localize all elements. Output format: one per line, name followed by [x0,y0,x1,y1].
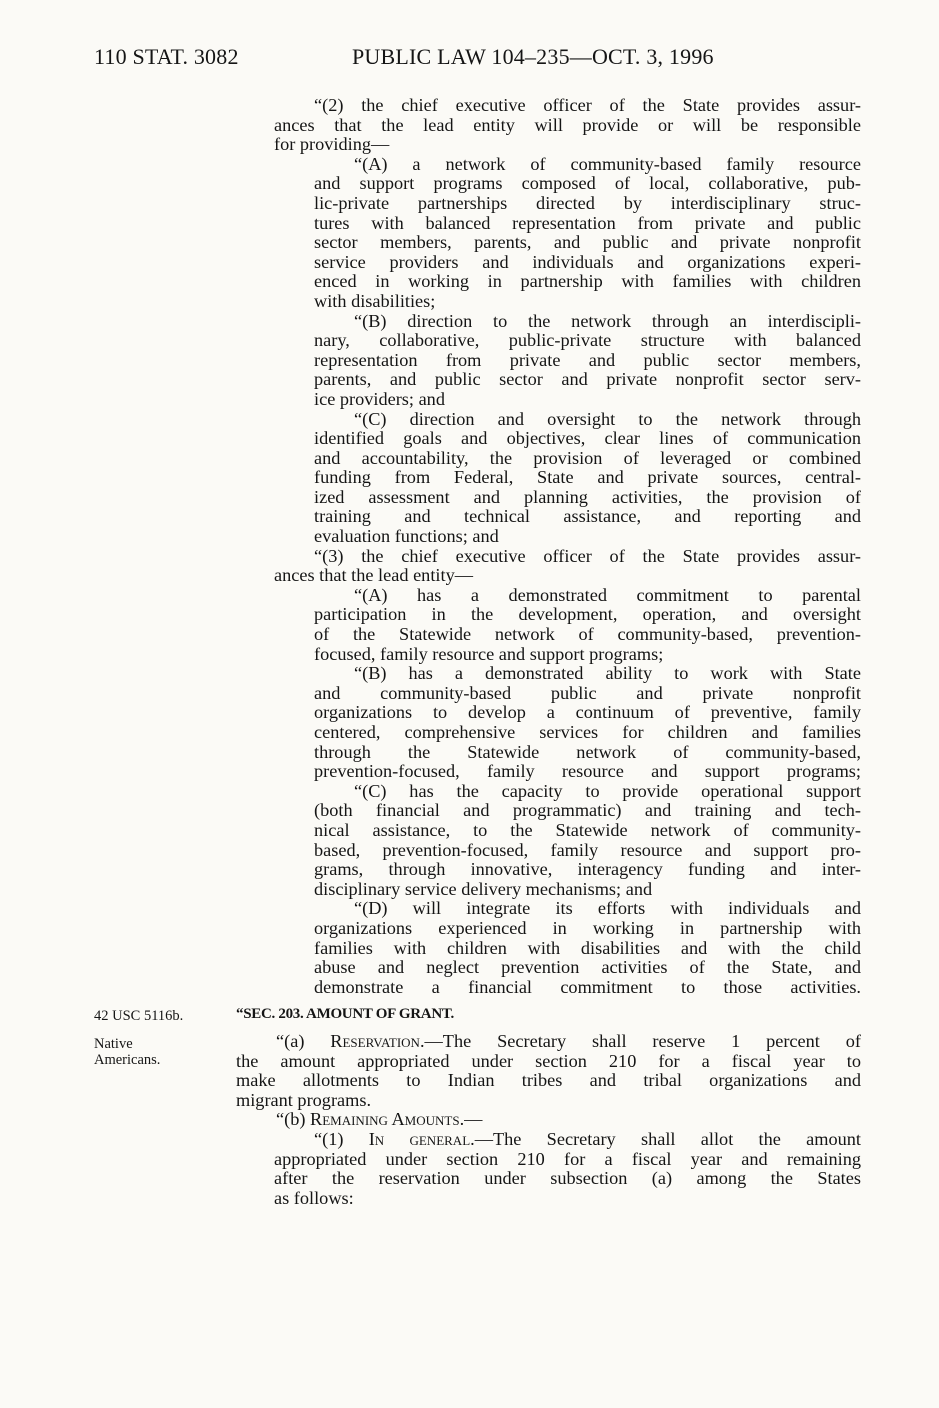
subsection-a-line: migrant programs. [236,1089,372,1110]
para-2-line: “(2) the chief executive officer of the State provides assur- [314,95,861,115]
para-3-line: ances that the lead entity— [274,565,473,586]
para-3A-line: participation in the development, operation, and oversight [314,604,861,625]
margin-note-line: Americans. [94,1052,161,1068]
page-number: 110 STAT. 3082 [94,44,239,69]
para-2A-line: enced in working in partnership with families with children [314,271,861,292]
para-2A-line: “(A) a network of community-based family resource [354,153,861,174]
paragraph-b1-line: after the reservation under subsection (a) among the States [274,1168,861,1189]
subsection-a-line: the amount appropriated under section 210 for a fiscal year to [236,1050,861,1071]
para-3D-line: families with children with disabilities and with the child [314,937,861,958]
para-3C-line: based, prevention-focused, family resource and support pro- [314,839,861,860]
para-2A-line: service providers and individuals and organizations experi- [314,251,861,272]
para-2C-line: “(C) direction and oversight to the network through [354,408,861,429]
para-3D-line: “(D) will integrate its efforts with individuals and [354,898,861,919]
subsection-a-text: —The Secretary shall reserve 1 percent of [424,1031,861,1051]
para-3D-line: abuse and neglect prevention activities of the State, and [314,957,861,978]
para-2A-line: lic-private partnerships directed by interdisciplinary struc- [314,192,861,213]
para-2C-line: evaluation functions; and [314,526,499,547]
para-3A-line: of the Statewide network of community-based, prevention- [314,624,861,645]
margin-note-line: Native [94,1036,133,1052]
para-2B-line: representation from private and public sector members, [314,349,861,370]
para-2-line: for providing— [274,134,390,155]
paragraph-b1-label: In general. [368,1128,475,1149]
para-2C-line: ized assessment and planning activities, the provision of [314,486,861,507]
subsection-b-dash: — [464,1109,483,1130]
para-3D-line: demonstrate a financial commitment to those activities. [314,976,861,997]
para-2B-line: parents, and public sector and private nonprofit sector serv- [314,369,861,390]
subsection-a-line: make allotments to Indian tribes and tribal organizations and [236,1070,861,1091]
para-3B-line: through the Statewide network of community-based, [314,741,861,762]
para-2B-line: ice providers; and [314,388,445,409]
paragraph-b1-line [274,1130,861,1150]
subsection-b-label: Remaining Amounts. [310,1109,465,1130]
para-2A-line: with disabilities; [314,290,436,311]
para-3-line: “(3) the chief executive officer of the State provides assur- [314,545,861,566]
subsection-a-open: “(a) [276,1031,331,1051]
subsection-b-line [236,1110,861,1130]
para-2A-line: and support programs composed of local, collaborative, pub- [314,173,861,194]
paragraph-b1-text: —The Secretary shall allot the amount [474,1128,861,1149]
para-3D-line: organizations experienced in working in partnership with [314,917,861,938]
para-3A-line: focused, family resource and support programs; [314,643,664,664]
para-3B-line: centered, comprehensive services for children and families [314,722,861,742]
para-3B-line: “(B) has a demonstrated ability to work with State [354,663,861,684]
subsection-a-label: Reservation. [330,1031,425,1051]
para-3C-line: nical assistance, to the Statewide network of community- [314,819,861,840]
paragraph-b1-line: as follows: [274,1187,354,1208]
statute-text-lower [236,1032,861,1208]
para-2-line: ances that the lead entity will provide or will be responsible [274,114,861,135]
para-3B-line: organizations to develop a continuum of preventive, family [314,702,861,723]
subsection-b-open: “(b) [276,1109,311,1130]
paragraph-b1-line: appropriated under section 210 for a fiscal year and remaining [274,1148,861,1169]
para-2C-line: and accountability, the provision of leveraged or combined [314,447,861,468]
section-heading: “SEC. 203. AMOUNT OF GRANT. [236,1006,454,1022]
margin-note-topic [94,1036,160,1068]
statute-text-upper [236,96,861,997]
para-3B-line: and community-based public and private nonprofit [314,682,861,703]
para-3C-line: grams, through innovative, interagency funding and inter- [314,859,861,880]
subsection-a-line [236,1032,861,1052]
para-2A-line: tures with balanced representation from private and public [314,212,861,233]
para-2C-line: identified goals and objectives, clear lines of communication [314,428,861,449]
para-2A-line: sector members, parents, and public and private nonprofit [314,232,861,253]
running-title: PUBLIC LAW 104–235—OCT. 3, 1996 [352,44,714,69]
para-2B-line: “(B) direction to the network through an interdiscipli- [354,310,861,331]
para-2B-line: nary, collaborative, public-private structure with balanced [314,330,861,351]
para-3C-line: (both financial and programmatic) and training and tech- [314,800,861,821]
margin-note-usc: 42 USC 5116b. [94,1008,184,1024]
para-3C-line: disciplinary service delivery mechanisms; and [314,878,653,899]
para-3B-line: prevention-focused, family resource and support programs; [314,761,861,782]
para-3A-line: “(A) has a demonstrated commitment to parental [354,584,861,605]
para-3C-line: “(C) has the capacity to provide operational support [354,780,861,801]
paragraph-b1-open: “(1) [314,1128,369,1149]
para-2C-line: training and technical assistance, and reporting and [314,506,861,527]
page-header [94,44,859,74]
para-2C-line: funding from Federal, State and private sources, central- [314,467,861,488]
